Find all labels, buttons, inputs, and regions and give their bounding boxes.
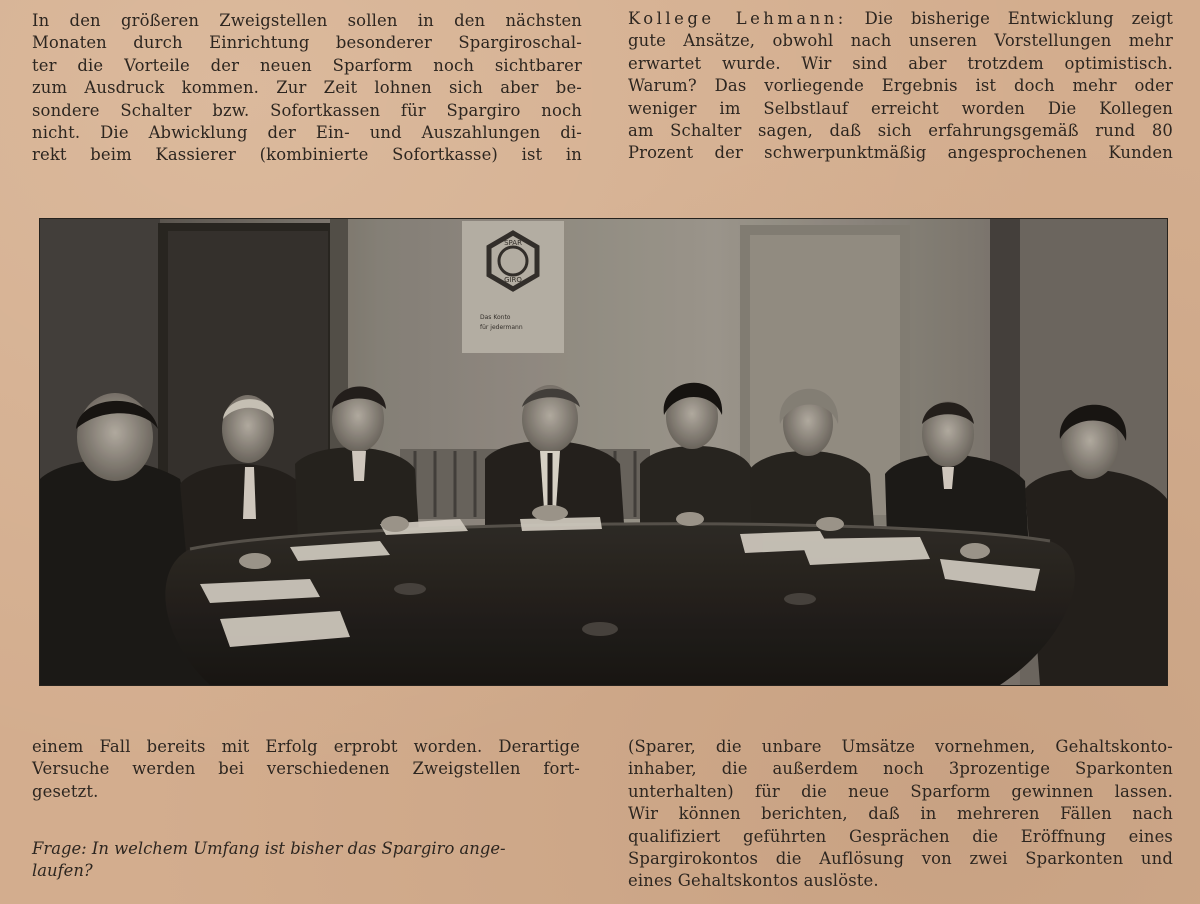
text-line: sondere Schalter bzw. Sofortkassen für Spargiro noch bbox=[32, 100, 582, 120]
photo-drawing bbox=[40, 219, 1167, 685]
poster-logo-text: SPAR bbox=[504, 239, 522, 247]
question-line: Frage: In welchem Umfang ist bisher das Spargiro ange- bbox=[32, 839, 506, 858]
text-line: gute Ansätze, obwohl nach unseren Vorstellungen mehr bbox=[628, 31, 1173, 51]
text-line: zum Ausdruck kommen. Zur Zeit lohnen sich aber be- bbox=[32, 78, 582, 98]
text-line: In den größeren Zweigstellen sollen in den nächsten bbox=[32, 11, 582, 30]
meeting-photograph bbox=[40, 219, 1167, 685]
speaker-name: Kollege Lehmann: bbox=[628, 9, 847, 28]
poster-caption: Das Konto bbox=[480, 314, 511, 321]
text-line: Warum? Das vorliegende Ergebnis ist doch mehr oder bbox=[628, 76, 1173, 96]
text-line: Versuche werden bei verschiedenen Zweigstellen fort- bbox=[32, 759, 580, 779]
text-line: Monaten durch Einrichtung besonderer Spargiroschal- bbox=[32, 33, 582, 53]
text-fragment: Die bisherige Entwicklung zeigt bbox=[846, 9, 1174, 28]
poster-caption: für jedermann bbox=[480, 324, 523, 331]
text-line: Prozent der schwerpunktmäßig angesprochenen Kunden bbox=[628, 143, 1173, 163]
text-line: gesetzt. bbox=[32, 781, 99, 801]
text-line: ter die Vorteile der neuen Sparform noch sichtbarer bbox=[32, 55, 582, 75]
text-line bbox=[628, 8, 1173, 30]
text-column-top-right bbox=[628, 8, 1173, 165]
text-column-bottom-left bbox=[32, 736, 580, 803]
text-line: unterhalten) für die neue Sparform gewinnen lassen. bbox=[628, 781, 1173, 801]
text-line: Spargirokontos die Auflösung von zwei Sparkonten und bbox=[628, 849, 1173, 869]
text-line: (Sparer, die unbare Umsätze vornehmen, Gehaltskonto- bbox=[628, 737, 1173, 756]
text-line: inhaber, die außerdem noch 3prozentige Sparkonten bbox=[628, 759, 1173, 779]
text-column-top-left bbox=[32, 10, 582, 167]
text-column-bottom-right bbox=[628, 736, 1173, 893]
text-line: rekt beim Kassierer (kombinierte Sofortkasse) ist in bbox=[32, 145, 582, 165]
text-line: Wir können berichten, daß in mehreren Fällen nach bbox=[628, 804, 1173, 824]
interview-question bbox=[32, 838, 582, 883]
text-line: einem Fall bereits mit Erfolg erprobt worden. Derartige bbox=[32, 737, 580, 756]
text-line: erwartet wurde. Wir sind aber trotzdem optimistisch. bbox=[628, 53, 1173, 73]
text-line: weniger im Selbstlauf erreicht worden Die Kollegen bbox=[628, 98, 1173, 118]
question-line: laufen? bbox=[32, 861, 93, 881]
text-line: nicht. Die Abwicklung der Ein- und Auszahlungen di- bbox=[32, 123, 582, 143]
text-line: am Schalter sagen, daß sich erfahrungsgemäß rund 80 bbox=[628, 121, 1173, 141]
text-line: eines Gehaltskontos auslöste. bbox=[628, 871, 879, 891]
text-line: qualifiziert geführten Gesprächen die Eröffnung eines bbox=[628, 826, 1173, 846]
poster-logo-text: GIRO bbox=[504, 276, 522, 284]
